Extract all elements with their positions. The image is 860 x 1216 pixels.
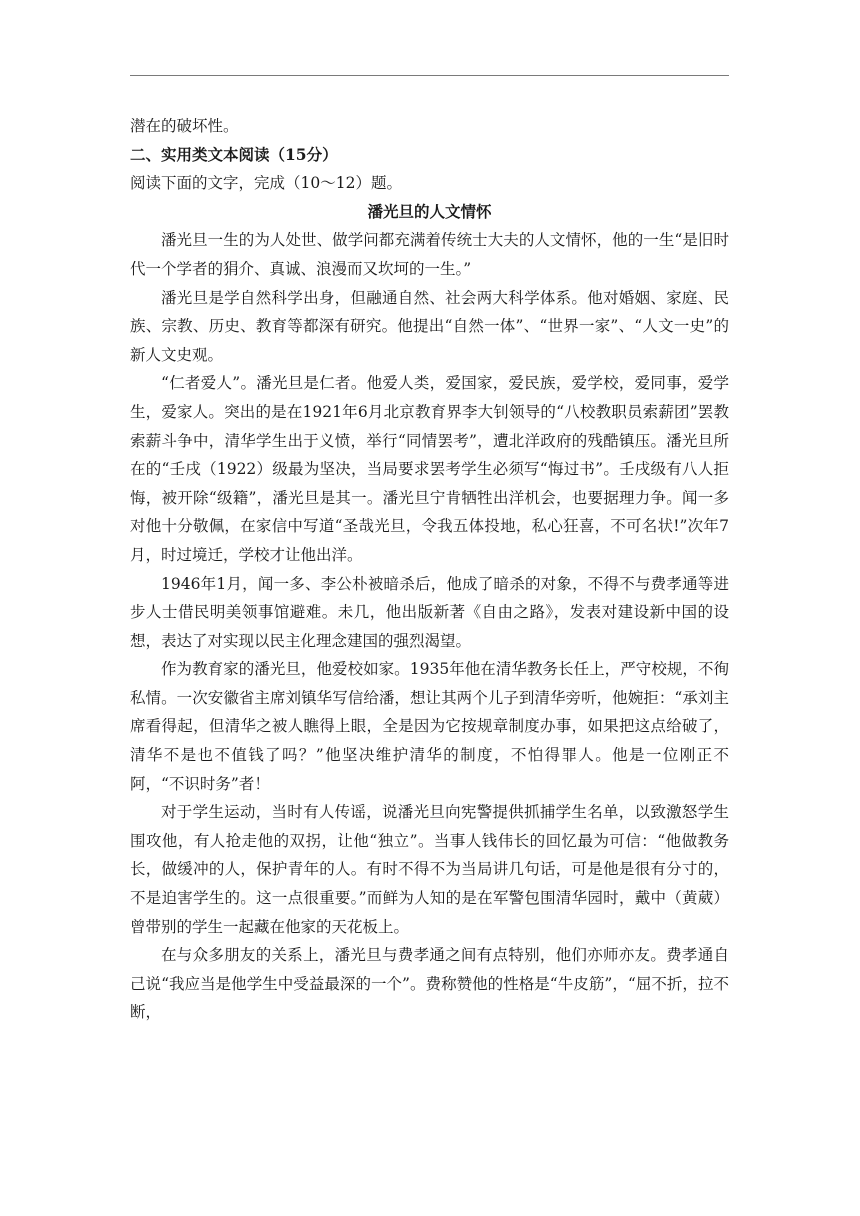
paragraph: 1946年1月，闻一多、李公朴被暗杀后，他成了暗杀的对象，不得不与费孝通等进步人士借民明美领事馆避难。未几，他出版新著《自由之路》，发表对建设新中国的设想，表达了对实现以民主化理念建国的强烈渴望。: [130, 574, 729, 650]
paragraph: 潘光旦是学自然科学出身，但融通自然、社会两大科学体系。他对婚姻、家庭、民族、宗教、历史、教育等都深有研究。他提出“自然一体”、“世界一家”、“人文一史”的新人文史观。: [130, 288, 729, 364]
paragraph: “仁者爱人”。潘光旦是仁者。他爱人类，爱国家，爱民族，爱学校，爱同事，爱学生，爱家人。突出的是在1921年6月北京教育界李大钊领导的“八校教职员索薪团”罢教索薪斗争中，清华学生出于义愤，举行“同情罢考”，遭北洋政府的残酷镇压。潘光旦所在的“壬戌（1922）级最为坚决，当局要求罢考学生必须写“悔过书”。壬戌级有八人拒悔，被开除“级籍”，潘光旦是其一。潘光旦宁肯牺牲出洋机会，也要据理力争。闻一多对他十分敬佩，在家信中写道“圣哉光旦，令我五体投地，私心狂喜，不可名状!”次年7月，时过境迁，学校才让他出洋。: [130, 374, 729, 564]
paragraph: 对于学生运动，当时有人传谣，说潘光旦向宪警提供抓捕学生名单，以致激怒学生围攻他，有人抢走他的双拐，让他“独立”。当事人钱伟长的回忆最为可信：“他做教务长，做缓冲的人，保护青年的人。有时不得不为当局讲几句话，可是他是很有分寸的，不是迫害学生的。这一点很重要。”而鲜为人知的是在军警包围清华园时，戴中（黄葳）曾带别的学生一起藏在他家的天花板上。: [130, 803, 729, 936]
header-rule: [130, 75, 729, 76]
continuation-line: 潜在的破坏性。: [130, 117, 239, 135]
instruction: 阅读下面的文字，完成（10～12）题。: [130, 174, 402, 193]
paragraph: 作为教育家的潘光旦，他爱校如家。1935年他在清华教务长任上，严守校规，不徇私情。一次安徽省主席刘镇华写信给潘，想让其两个儿子到清华旁听，他婉拒：“承刘主席看得起，但清华之被人瞧得上眼，全是因为它按规章制度办事，如果把这点给破了，清华不是也不值钱了吗？”他坚决维护清华的制度，不怕得罪人。他是一位刚正不阿，“不识时务”者！: [130, 660, 729, 793]
article-title: 潘光旦的人文情怀: [367, 201, 492, 221]
section-heading: 二、实用类文本阅读（15分）: [130, 144, 338, 164]
paragraph: 在与众多朋友的关系上，潘光旦与费孝通之间有点特别，他们亦师亦友。费孝通自己说“我应当是他学生中受益最深的一个”。费称赞他的性格是“牛皮筋”，“屈不折，拉不断，: [130, 946, 729, 1022]
paragraph: 潘光旦一生的为人处世、做学问都充满着传统士大夫的人文情怀，他的一生“是旧时代一个学者的狷介、真诚、浪漫而又坎坷的一生。”: [130, 231, 729, 278]
document-body: [130, 112, 729, 1027]
